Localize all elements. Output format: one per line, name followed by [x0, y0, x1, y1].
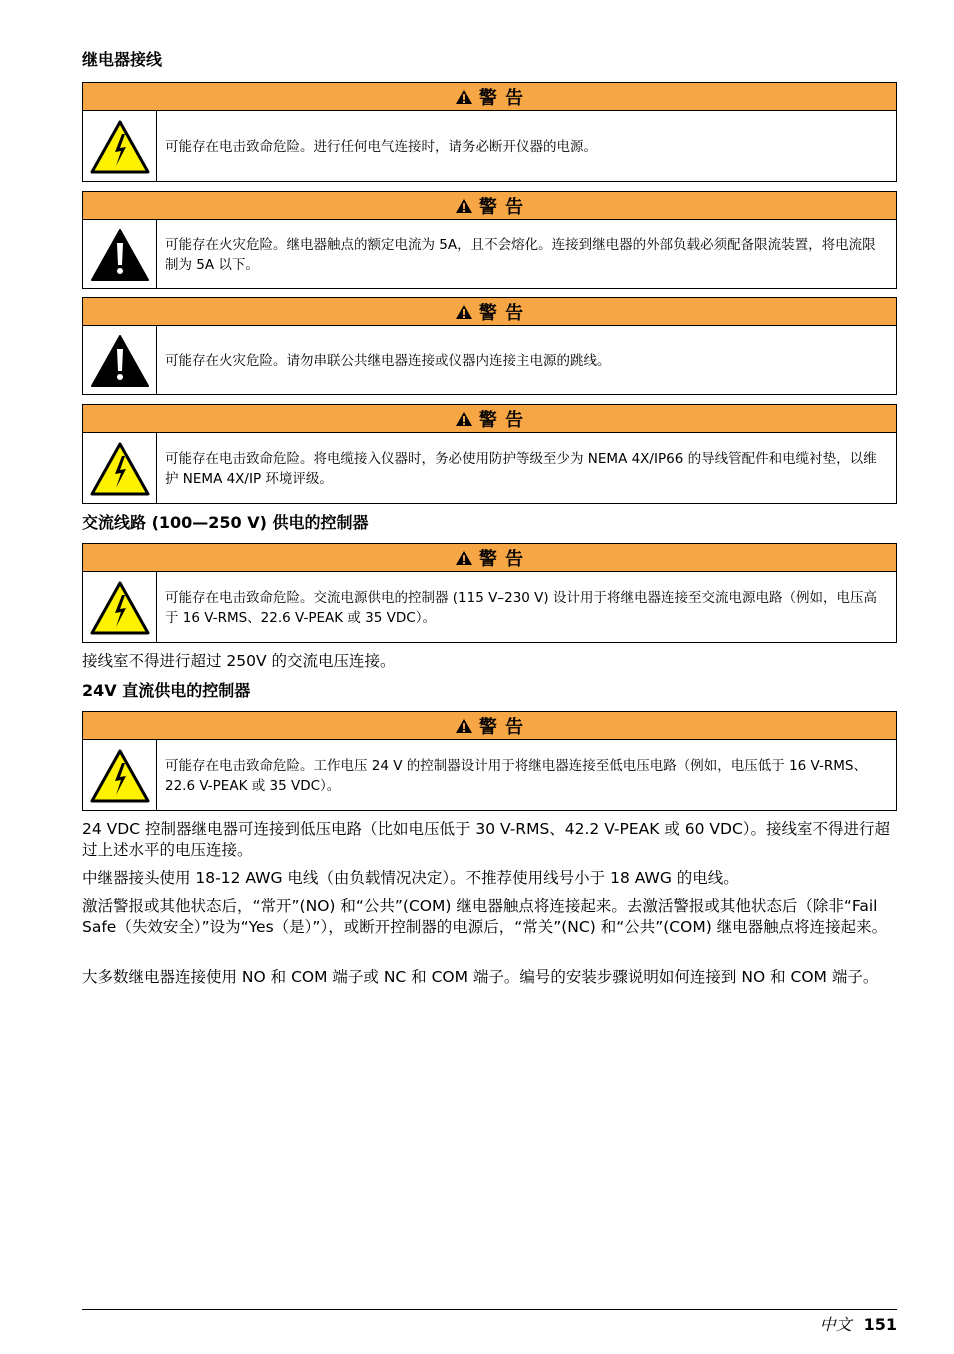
warning-header — [83, 405, 896, 433]
footer-language: 中文 — [819, 1315, 852, 1334]
warning-box — [82, 404, 897, 504]
warning-text: 可能存在电击致命危险。交流电源供电的控制器 (115 V–230 V) 设计用于将继电器连接至交流电源电路（例如，电压高于 16 V-RMS、22.6 V-PEAK 或 35 VDC）。 — [165, 589, 877, 626]
electric-shock-icon — [83, 740, 157, 811]
footer-divider — [82, 1309, 897, 1310]
warning-header — [83, 712, 896, 740]
paragraph: 接线室不得进行超过 250V 的交流电压连接。 — [82, 652, 396, 670]
paragraph: 激活警报或其他状态后，“常开”(NO) 和“公共”(COM) 继电器触点将连接起来。去激活警报或其他状态后（除非“Fail Safe（失效安全）”设为“Yes（是）”），或断开控制器的电源后，“常关”(NC) 和“公共”(COM) 继电器触点将连接起来。 — [82, 897, 888, 936]
warning-label: 警 告 — [478, 87, 525, 109]
warning-header — [83, 83, 896, 111]
warning-text: 可能存在电击致命危险。将电缆接入仪器时，务必使用防护等级至少为 NEMA 4X/IP66 的导线管配件和电缆衬垫，以维护 NEMA 4X/IP 环境评级。 — [165, 450, 877, 487]
paragraph: 中继器接头使用 18-12 AWG 电线（由负载情况决定）。不推荐使用线号小于 18 AWG 的电线。 — [82, 869, 739, 887]
page-footer — [820, 1312, 897, 1335]
exclamation-icon — [83, 326, 157, 395]
warning-label: 警 告 — [478, 716, 525, 738]
warning-triangle-icon — [455, 411, 473, 427]
warning-box — [82, 82, 897, 182]
warning-triangle-icon — [455, 198, 473, 214]
warning-text: 可能存在电击致命危险。进行任何电气连接时，请务必断开仪器的电源。 — [165, 138, 597, 155]
warning-triangle-icon — [455, 550, 473, 566]
warning-header — [83, 192, 896, 220]
page-number: 151 — [863, 1315, 897, 1334]
warning-text: 可能存在电击致命危险。工作电压 24 V 的控制器设计用于将继电器连接至低电压电路（例如，电压低于 16 V-RMS、22.6 V-PEAK 或 35 VDC）。 — [165, 757, 867, 794]
warning-label: 警 告 — [478, 302, 525, 324]
warning-text: 可能存在火灾危险。请勿串联公共继电器连接或仪器内连接主电源的跳线。 — [165, 352, 611, 369]
electric-shock-icon — [83, 433, 157, 504]
section-title-dc-controller: 24V 直流供电的控制器 — [82, 681, 251, 700]
warning-triangle-icon — [455, 304, 473, 320]
paragraph: 大多数继电器连接使用 NO 和 COM 端子或 NC 和 COM 端子。编号的安装步骤说明如何连接到 NO 和 COM 端子。 — [82, 968, 879, 986]
exclamation-icon — [83, 220, 157, 289]
electric-shock-icon — [83, 111, 157, 182]
warning-header — [83, 298, 896, 326]
warning-box — [82, 711, 897, 811]
warning-box — [82, 191, 897, 289]
warning-box — [82, 543, 897, 643]
warning-label: 警 告 — [478, 196, 525, 218]
warning-triangle-icon — [455, 718, 473, 734]
paragraph: 24 VDC 控制器继电器可连接到低压电路（比如电压低于 30 V-RMS、42.2 V-PEAK 或 60 VDC）。接线室不得进行超过上述水平的电压连接。 — [82, 820, 891, 859]
warning-box — [82, 297, 897, 395]
warning-text: 可能存在火灾危险。继电器触点的额定电流为 5A，且不会熔化。连接到继电器的外部负载必须配备限流装置，将电流限制为 5A 以下。 — [165, 236, 876, 273]
electric-shock-icon — [83, 572, 157, 643]
warning-label: 警 告 — [478, 409, 525, 431]
section-title-ac-controller: 交流线路 (100—250 V) 供电的控制器 — [82, 513, 369, 532]
warning-triangle-icon — [455, 89, 473, 105]
section-title-relay-wiring: 继电器接线 — [82, 50, 163, 69]
warning-header — [83, 544, 896, 572]
warning-label: 警 告 — [478, 548, 525, 570]
